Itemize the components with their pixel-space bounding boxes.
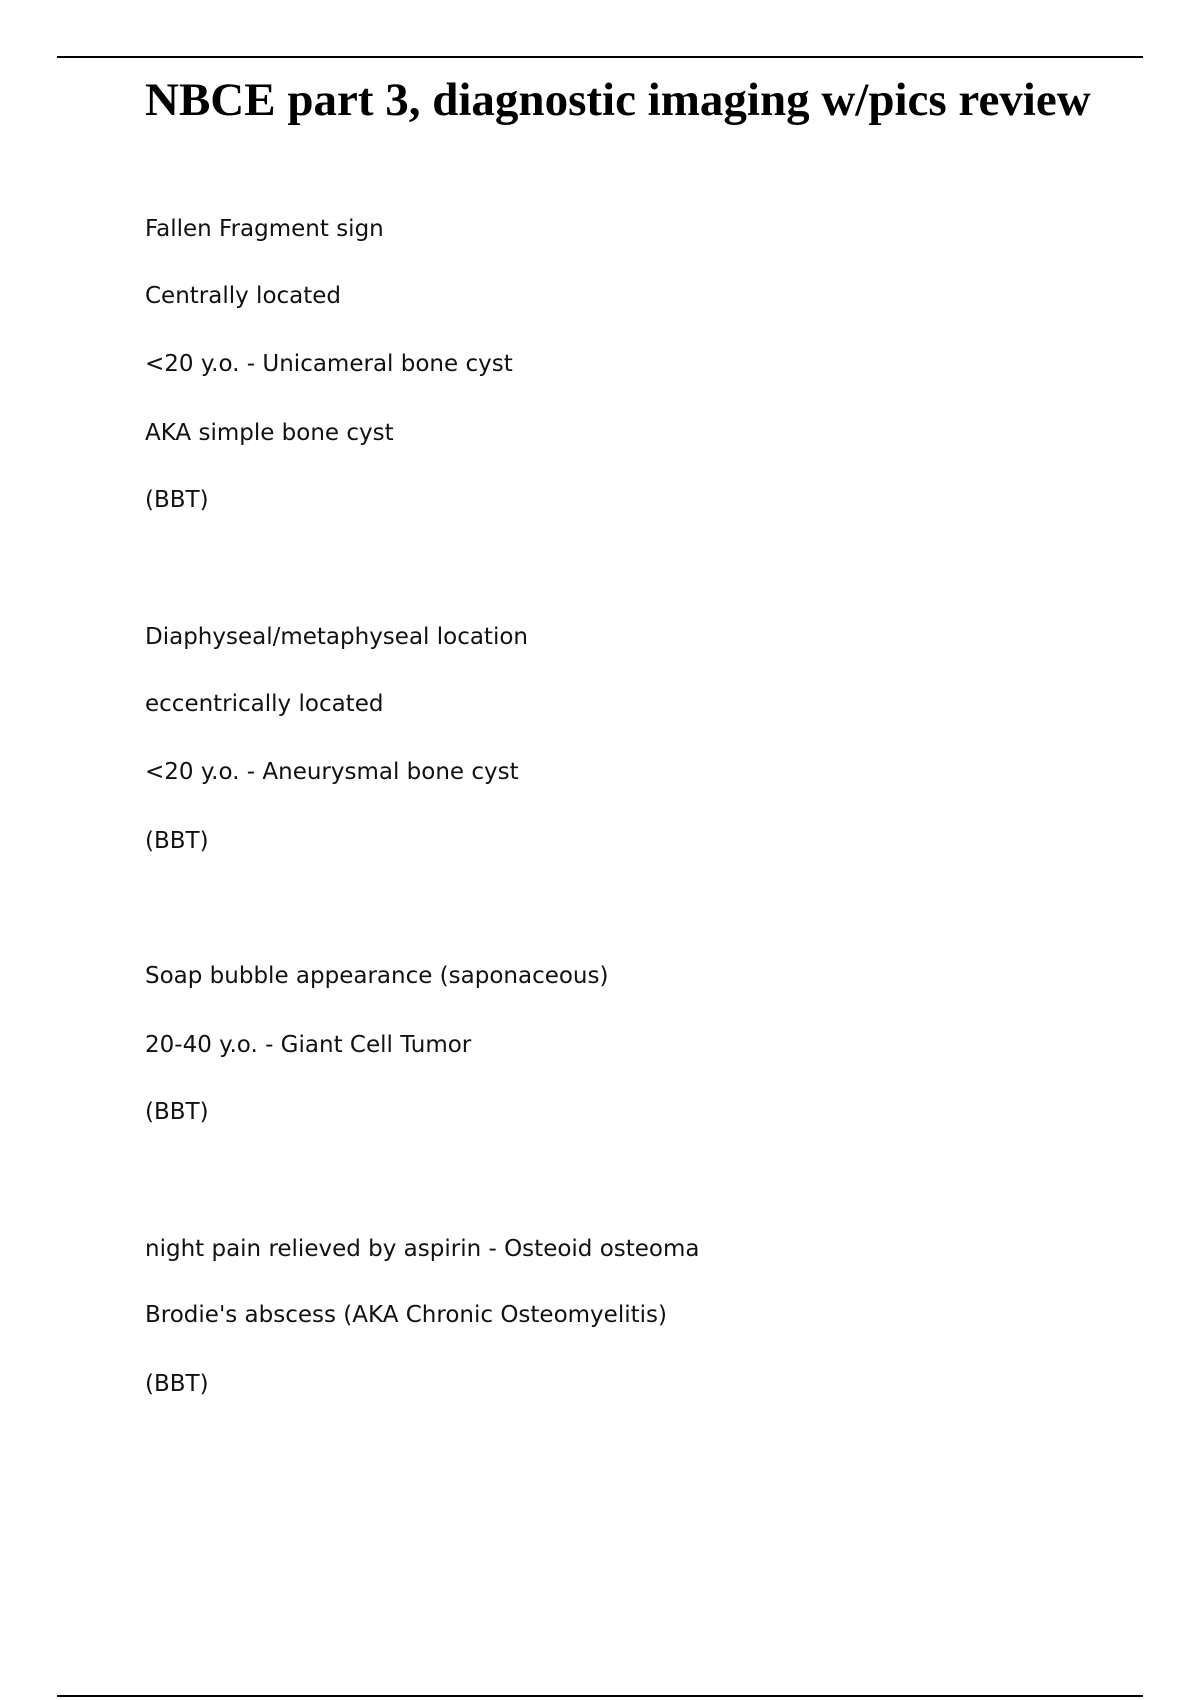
text-line: Brodie's abscess (AKA Chronic Osteomyelitis) bbox=[145, 1302, 667, 1328]
text-line: (BBT) bbox=[145, 487, 209, 513]
text-line: Diaphyseal/metaphyseal location bbox=[145, 624, 528, 650]
top-rule bbox=[57, 56, 1143, 58]
text-line: (BBT) bbox=[145, 828, 209, 854]
document-title: NBCE part 3, diagnostic imaging w/pics review bbox=[145, 74, 1091, 126]
text-line: (BBT) bbox=[145, 1371, 209, 1397]
text-line: <20 y.o. - Unicameral bone cyst bbox=[145, 351, 513, 377]
text-line: AKA simple bone cyst bbox=[145, 420, 394, 446]
text-line: eccentrically located bbox=[145, 691, 384, 717]
text-line: Fallen Fragment sign bbox=[145, 216, 384, 242]
text-line: Soap bubble appearance (saponaceous) bbox=[145, 963, 609, 989]
text-line: <20 y.o. - Aneurysmal bone cyst bbox=[145, 759, 519, 785]
text-line: night pain relieved by aspirin - Osteoid osteoma bbox=[145, 1236, 700, 1262]
text-line: 20-40 y.o. - Giant Cell Tumor bbox=[145, 1032, 472, 1058]
text-line: Centrally located bbox=[145, 283, 342, 309]
bottom-rule bbox=[57, 1695, 1143, 1697]
text-line: (BBT) bbox=[145, 1099, 209, 1125]
